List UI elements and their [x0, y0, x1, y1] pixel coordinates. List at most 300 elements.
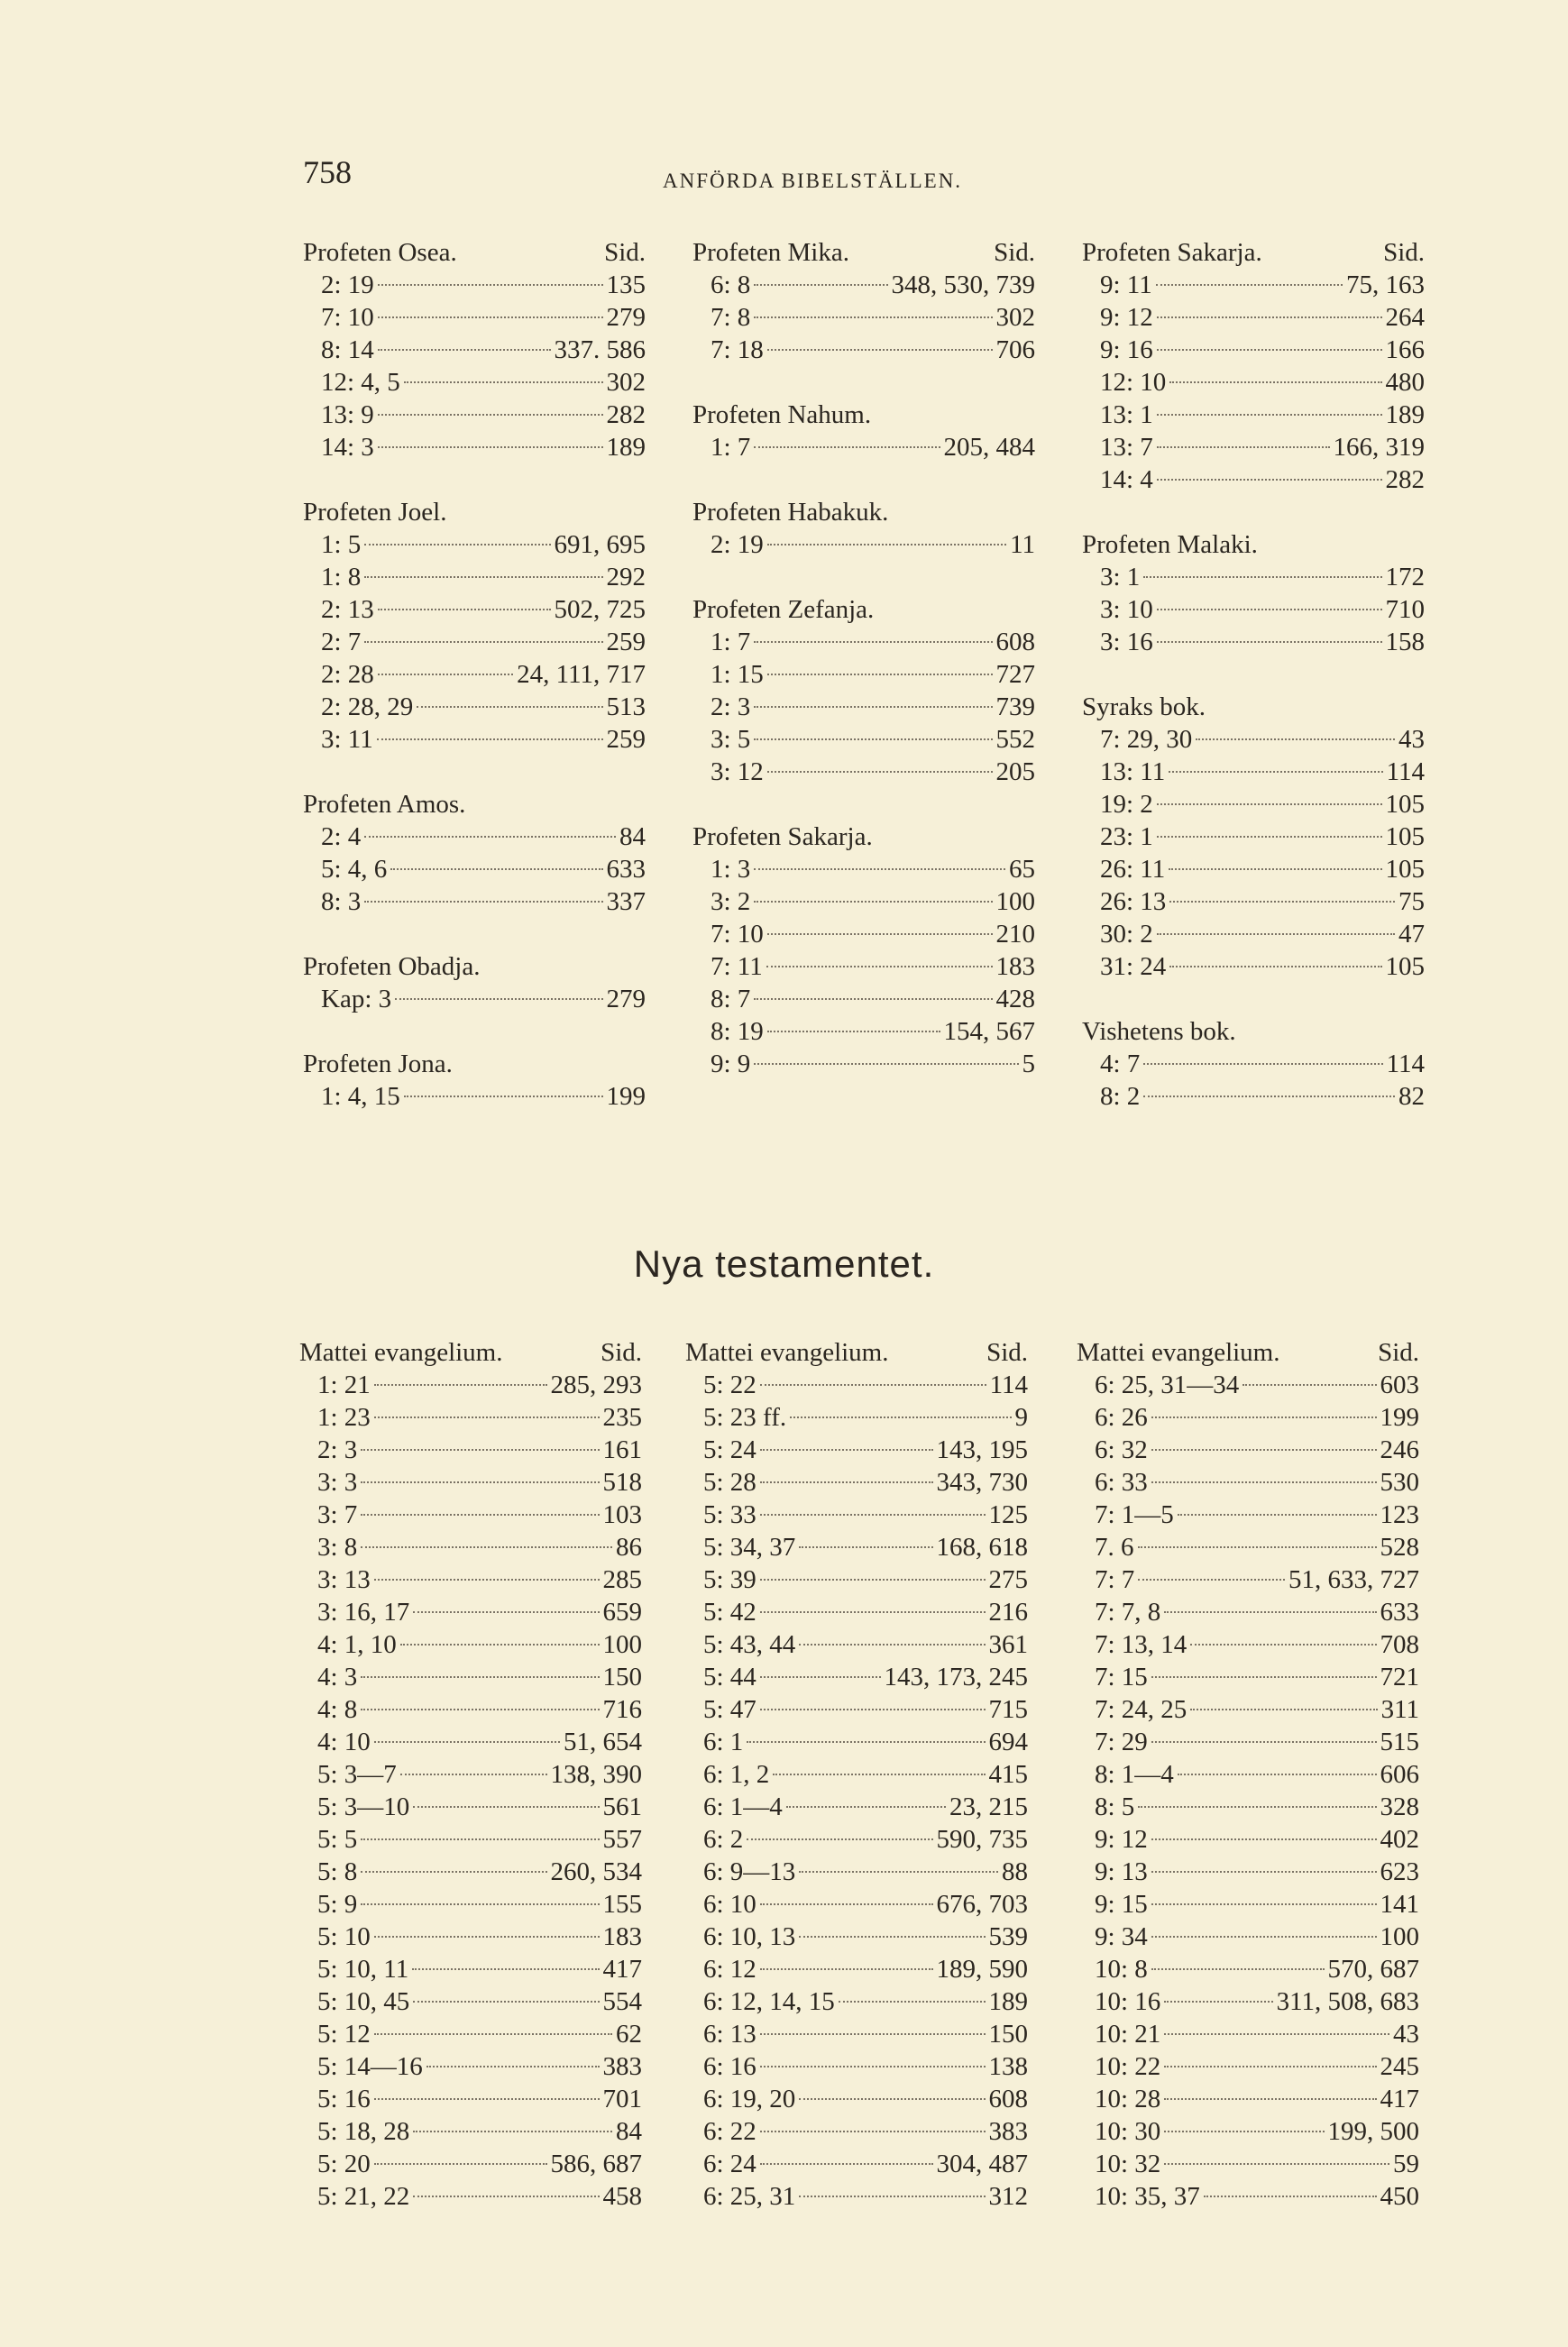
page-reference: 590, 735 — [936, 1825, 1028, 1854]
verse-reference: 6: 25, 31 — [703, 2182, 796, 2211]
section-title: Nya testamentet. — [633, 1242, 935, 1285]
dot-leader — [395, 998, 602, 1000]
verse-reference: 7: 10 — [321, 303, 374, 332]
dot-leader — [364, 576, 602, 578]
index-entry — [299, 1726, 642, 1758]
dot-leader — [1164, 2098, 1376, 2100]
dot-leader — [760, 1903, 933, 1905]
dot-leader — [1151, 1838, 1377, 1840]
book-header — [1082, 236, 1425, 269]
index-entry — [685, 1401, 1028, 1434]
page-reference: 123 — [1380, 1500, 1419, 1529]
page-reference: 216 — [988, 1598, 1028, 1627]
verse-reference: 3: 16 — [1100, 628, 1153, 656]
dot-leader — [760, 1968, 933, 1970]
verse-reference: 3: 10 — [1100, 595, 1153, 624]
index-entry — [1077, 1985, 1419, 2018]
page-reference: 554 — [602, 1987, 642, 2016]
verse-reference: 5: 4, 6 — [321, 855, 388, 884]
verse-reference: 5: 28 — [703, 1468, 756, 1497]
page-reference: 125 — [988, 1500, 1028, 1529]
book-header — [303, 1048, 646, 1080]
page-reference: 691, 695 — [554, 530, 646, 559]
dot-leader — [374, 1936, 600, 1938]
verse-reference: 1: 8 — [321, 563, 362, 591]
dot-leader — [374, 2033, 612, 2035]
book-block — [1082, 236, 1425, 496]
page-reference: 84 — [616, 2117, 642, 2146]
dot-leader — [767, 674, 993, 675]
page-reference: 502, 725 — [554, 595, 646, 624]
book-block — [303, 788, 646, 918]
dot-leader — [786, 1806, 946, 1808]
dot-leader — [378, 284, 603, 286]
verse-reference: 6: 12, 14, 15 — [703, 1987, 835, 2016]
dot-leader — [760, 1384, 986, 1386]
dot-leader — [413, 1611, 599, 1613]
dot-leader — [412, 1968, 599, 1970]
dot-leader — [404, 1096, 603, 1097]
page-reference: 154, 567 — [943, 1017, 1035, 1046]
book-header — [1082, 691, 1425, 723]
dot-leader — [378, 349, 551, 351]
verse-reference: 2: 28 — [321, 660, 374, 689]
page-reference: 47 — [1398, 920, 1425, 949]
index-entry — [1077, 2083, 1419, 2115]
page-reference: 259 — [606, 628, 646, 656]
dot-leader — [1157, 479, 1382, 481]
dot-leader — [799, 1644, 985, 1646]
dot-leader — [1169, 901, 1395, 903]
dot-leader — [390, 868, 602, 870]
verse-reference: 5: 8 — [317, 1857, 358, 1886]
page-reference: 138 — [988, 2052, 1028, 2081]
index-entry — [1082, 1048, 1425, 1080]
index-entry — [1077, 2018, 1419, 2050]
index-entry — [685, 1466, 1028, 1499]
page-reference: 701 — [602, 2085, 642, 2113]
index-column-bottom-3 — [1077, 1336, 1419, 2245]
index-entry — [1077, 2180, 1419, 2213]
book-header — [685, 1336, 1028, 1369]
page-column-label: Sid. — [986, 1338, 1028, 1367]
dot-leader — [364, 641, 602, 643]
book-block — [692, 236, 1035, 366]
page-reference: 150 — [988, 2020, 1028, 2049]
index-entry — [1077, 1628, 1419, 1661]
index-entry — [303, 723, 646, 756]
verse-reference: 4: 7 — [1100, 1050, 1141, 1078]
index-entry — [1077, 1531, 1419, 1563]
verse-reference: 10: 30 — [1095, 2117, 1161, 2146]
book-block — [692, 593, 1035, 788]
dot-leader — [760, 1676, 881, 1678]
book-title: Mattei evangelium. — [1077, 1338, 1280, 1367]
index-entry — [299, 1661, 642, 1693]
verse-reference: 4: 1, 10 — [317, 1630, 397, 1659]
book-title: Profeten Obadja. — [303, 952, 481, 981]
verse-reference: 7: 10 — [711, 920, 764, 949]
index-entry — [685, 1434, 1028, 1466]
book-block — [303, 950, 646, 1015]
dot-leader — [1242, 1384, 1376, 1386]
verse-reference: 8: 1—4 — [1095, 1760, 1174, 1789]
book-block — [1082, 1015, 1425, 1113]
dot-leader — [374, 1741, 560, 1743]
dot-leader — [374, 1579, 600, 1581]
index-entry — [1082, 626, 1425, 658]
verse-reference: 7. 6 — [1095, 1533, 1134, 1562]
verse-reference: 2: 4 — [321, 822, 362, 851]
page-reference: 552 — [995, 725, 1035, 754]
index-entry — [1077, 1434, 1419, 1466]
verse-reference: 8: 19 — [711, 1017, 764, 1046]
dot-leader — [760, 1514, 986, 1516]
index-entry — [299, 1758, 642, 1791]
index-entry — [303, 431, 646, 463]
verse-reference: 6: 24 — [703, 2150, 756, 2178]
page-reference: 530 — [1380, 1468, 1419, 1497]
page-reference: 199 — [1380, 1403, 1419, 1432]
page-reference: 143, 195 — [936, 1435, 1028, 1464]
page-reference: 513 — [606, 692, 646, 721]
dot-leader — [760, 2066, 986, 2067]
verse-reference: 5: 44 — [703, 1663, 756, 1691]
dot-leader — [361, 1514, 599, 1516]
index-entry — [303, 301, 646, 334]
verse-reference: 9: 16 — [1100, 335, 1153, 364]
page-reference: 51, 654 — [564, 1728, 642, 1756]
verse-reference: 7: 29 — [1095, 1728, 1148, 1756]
index-entry — [1082, 885, 1425, 918]
index-column-bottom-1 — [299, 1336, 642, 2245]
verse-reference: 5: 14—16 — [317, 2052, 423, 2081]
index-entry — [685, 2148, 1028, 2180]
index-entry — [299, 1953, 642, 1985]
page-reference: 100 — [1380, 1922, 1419, 1951]
verse-reference: 5: 21, 22 — [317, 2182, 410, 2211]
dot-leader — [760, 1481, 933, 1483]
book-title: Profeten Joel. — [303, 498, 447, 527]
book-block — [685, 1336, 1028, 2213]
dot-leader — [1164, 1611, 1376, 1613]
page-reference: 279 — [606, 303, 646, 332]
dot-leader — [1178, 1514, 1377, 1516]
page-reference: 586, 687 — [550, 2150, 642, 2178]
index-entry — [685, 2180, 1028, 2213]
page-reference: 100 — [995, 887, 1035, 916]
verse-reference: 12: 4, 5 — [321, 368, 400, 397]
verse-reference: 7: 18 — [711, 335, 764, 364]
index-entry — [692, 658, 1035, 691]
index-entry — [1077, 2115, 1419, 2148]
index-entry — [1082, 399, 1425, 431]
verse-reference: 6: 1 — [703, 1728, 744, 1756]
verse-reference: 5: 9 — [317, 1890, 358, 1919]
verse-reference: 6: 16 — [703, 2052, 756, 2081]
book-header — [1082, 528, 1425, 561]
book-block — [692, 496, 1035, 561]
verse-reference: 1: 7 — [711, 628, 751, 656]
verse-reference: Kap: 3 — [321, 985, 392, 1013]
dot-leader — [1157, 641, 1382, 643]
index-entry — [303, 366, 646, 399]
page-reference: 65 — [1009, 855, 1035, 884]
verse-reference: 3: 3 — [317, 1468, 358, 1497]
page-reference: 100 — [602, 1630, 642, 1659]
page-reference: 105 — [1385, 822, 1425, 851]
verse-reference: 13: 9 — [321, 400, 374, 429]
dot-leader — [361, 1546, 612, 1548]
index-entry — [692, 918, 1035, 950]
index-entry — [1082, 853, 1425, 885]
index-entry — [692, 691, 1035, 723]
index-entry — [1082, 821, 1425, 853]
verse-reference: 3: 16, 17 — [317, 1598, 410, 1627]
dot-leader — [400, 1644, 600, 1646]
verse-reference: 10: 22 — [1095, 2052, 1161, 2081]
book-block — [1077, 1336, 1419, 2213]
dot-leader — [361, 1871, 546, 1873]
dot-leader — [1151, 1481, 1377, 1483]
page-reference: 633 — [1380, 1598, 1419, 1627]
verse-reference: 6: 10, 13 — [703, 1922, 796, 1951]
page-reference: 608 — [988, 2085, 1028, 2113]
verse-reference: 14: 3 — [321, 433, 374, 462]
verse-reference: 5: 22 — [703, 1371, 756, 1399]
index-entry — [299, 2115, 642, 2148]
verse-reference: 1: 5 — [321, 530, 362, 559]
dot-leader — [760, 1579, 986, 1581]
verse-reference: 1: 4, 15 — [321, 1082, 400, 1111]
verse-reference: 9: 9 — [711, 1050, 751, 1078]
index-entry — [692, 334, 1035, 366]
index-entry — [299, 1921, 642, 1953]
index-entry — [1082, 723, 1425, 756]
page-reference: 710 — [1385, 595, 1425, 624]
dot-leader — [1169, 381, 1381, 383]
page-reference: 716 — [602, 1695, 642, 1724]
dot-leader — [361, 1709, 599, 1710]
verse-reference: 5: 12 — [317, 2020, 371, 2049]
dot-leader — [1157, 349, 1382, 351]
dot-leader — [1164, 2001, 1272, 2003]
dot-leader — [754, 316, 992, 318]
book-block — [692, 821, 1035, 1080]
book-title: Mattei evangelium. — [685, 1338, 889, 1367]
dot-leader — [1143, 1096, 1395, 1097]
index-entry — [1082, 301, 1425, 334]
index-entry — [299, 1985, 642, 2018]
index-entry — [1082, 1080, 1425, 1113]
book-block — [299, 1336, 642, 2213]
page-column-label: Sid. — [1378, 1338, 1419, 1367]
running-title: ANFÖRDA BIBELSTÄLLEN. — [663, 170, 963, 192]
book-header — [303, 950, 646, 983]
page-reference: 86 — [616, 1533, 642, 1562]
page-reference: 539 — [988, 1922, 1028, 1951]
index-entry — [1077, 1726, 1419, 1758]
verse-reference: 5: 39 — [703, 1565, 756, 1594]
dot-leader — [799, 2196, 985, 2197]
dot-leader — [1164, 2066, 1376, 2067]
dot-leader — [767, 933, 993, 935]
page-reference: 235 — [602, 1403, 642, 1432]
page-reference: 302 — [606, 368, 646, 397]
book-block — [1082, 528, 1425, 658]
verse-reference: 6: 10 — [703, 1890, 756, 1919]
page-reference: 282 — [1385, 465, 1425, 494]
verse-reference: 10: 21 — [1095, 2020, 1161, 2049]
dot-leader — [1204, 2196, 1377, 2197]
verse-reference: 5: 42 — [703, 1598, 756, 1627]
page-reference: 166, 319 — [1333, 433, 1425, 462]
page-reference: 135 — [606, 270, 646, 299]
verse-reference: 2: 3 — [711, 692, 751, 721]
dot-leader — [374, 1416, 600, 1418]
verse-reference: 6: 1—4 — [703, 1792, 783, 1821]
page-reference: 246 — [1380, 1435, 1419, 1464]
page-reference: 694 — [988, 1728, 1028, 1756]
page-reference: 259 — [606, 725, 646, 754]
dot-leader — [790, 1416, 1011, 1418]
dot-leader — [1143, 576, 1381, 578]
verse-reference: 3: 13 — [317, 1565, 371, 1594]
page-reference: 105 — [1385, 855, 1425, 884]
book-title: Profeten Malaki. — [1082, 530, 1258, 559]
page-column-label: Sid. — [604, 238, 646, 267]
page-reference: 260, 534 — [550, 1857, 642, 1886]
verse-reference: 4: 8 — [317, 1695, 358, 1724]
verse-reference: 1: 15 — [711, 660, 764, 689]
dot-leader — [364, 836, 616, 838]
verse-reference: 1: 23 — [317, 1403, 371, 1432]
verse-reference: 1: 3 — [711, 855, 751, 884]
dot-leader — [1157, 609, 1382, 610]
index-entry — [1077, 1856, 1419, 1888]
dot-leader — [767, 1031, 940, 1032]
verse-reference: 10: 8 — [1095, 1955, 1148, 1984]
verse-reference: 6: 25, 31—34 — [1095, 1371, 1240, 1399]
dot-leader — [378, 609, 551, 610]
index-entry — [692, 431, 1035, 463]
verse-reference: 5: 18, 28 — [317, 2117, 410, 2146]
dot-leader — [1178, 1774, 1377, 1775]
index-entry — [692, 723, 1035, 756]
page-reference: 415 — [988, 1760, 1028, 1789]
verse-reference: 19: 2 — [1100, 790, 1153, 819]
verse-reference: 8: 2 — [1100, 1082, 1141, 1111]
verse-reference: 4: 3 — [317, 1663, 358, 1691]
verse-reference: 5: 20 — [317, 2150, 371, 2178]
page-reference: 715 — [988, 1695, 1028, 1724]
dot-leader — [1138, 1579, 1285, 1581]
index-entry — [1082, 334, 1425, 366]
page-reference: 205 — [995, 757, 1035, 786]
index-entry — [1082, 561, 1425, 593]
page-reference: 161 — [602, 1435, 642, 1464]
page-column-label: Sid. — [601, 1338, 642, 1367]
verse-reference: 3: 5 — [711, 725, 751, 754]
dot-leader — [747, 1741, 985, 1743]
page-reference: 183 — [602, 1922, 642, 1951]
dot-leader — [754, 868, 1005, 870]
dot-leader — [413, 2001, 599, 2003]
index-entry — [1077, 1596, 1419, 1628]
index-entry — [692, 301, 1035, 334]
index-entry — [299, 1596, 642, 1628]
page-reference: 245 — [1380, 2052, 1419, 2081]
verse-reference: 3: 7 — [317, 1500, 358, 1529]
index-entry — [1082, 463, 1425, 496]
verse-reference: 1: 7 — [711, 433, 751, 462]
verse-reference: 9: 34 — [1095, 1922, 1148, 1951]
page-reference: 348, 530, 739 — [891, 270, 1035, 299]
book-title: Profeten Habakuk. — [692, 498, 889, 527]
dot-leader — [1169, 966, 1381, 967]
verse-reference: 3: 2 — [711, 887, 751, 916]
book-block — [303, 236, 646, 463]
verse-reference: 6: 9—13 — [703, 1857, 796, 1886]
dot-leader — [1169, 868, 1381, 870]
page-reference: 150 — [602, 1663, 642, 1691]
page-reference: 739 — [995, 692, 1035, 721]
book-block — [692, 399, 1035, 463]
dot-leader — [1151, 1936, 1377, 1938]
index-entry — [692, 528, 1035, 561]
verse-reference: 7: 11 — [711, 952, 763, 981]
index-entry — [685, 1726, 1028, 1758]
index-entry — [1077, 1661, 1419, 1693]
dot-leader — [760, 2131, 986, 2132]
page-reference: 633 — [606, 855, 646, 884]
index-entry — [303, 983, 646, 1015]
index-entry — [1077, 1758, 1419, 1791]
page-reference: 143, 173, 245 — [884, 1663, 1028, 1691]
page-reference: 343, 730 — [936, 1468, 1028, 1497]
page-reference: 264 — [1385, 303, 1425, 332]
page-reference: 603 — [1380, 1371, 1419, 1399]
dot-leader — [760, 1709, 986, 1710]
verse-reference: 3: 12 — [711, 757, 764, 786]
verse-reference: 5: 5 — [317, 1825, 358, 1854]
verse-reference: 5: 3—7 — [317, 1760, 397, 1789]
page-reference: 570, 687 — [1327, 1955, 1419, 1984]
page-reference: 24, 111, 717 — [517, 660, 646, 689]
index-entry — [303, 885, 646, 918]
dot-leader — [377, 738, 603, 740]
verse-reference: 31: 24 — [1100, 952, 1167, 981]
index-entry — [685, 1499, 1028, 1531]
index-column-top-3 — [1082, 236, 1425, 1145]
verse-reference: 5: 10, 11 — [317, 1955, 409, 1984]
index-entry — [303, 269, 646, 301]
dot-leader — [378, 316, 603, 318]
page-reference: 383 — [988, 2117, 1028, 2146]
page-reference: 189, 590 — [936, 1955, 1028, 1984]
verse-reference: 9: 11 — [1100, 270, 1152, 299]
dot-leader — [413, 2131, 612, 2132]
index-entry — [685, 2115, 1028, 2148]
page-reference: 311 — [1380, 1695, 1419, 1724]
verse-reference: 2: 28, 29 — [321, 692, 414, 721]
book-title: Profeten Sakarja. — [1082, 238, 1262, 267]
dot-leader — [413, 2196, 599, 2197]
page-reference: 105 — [1385, 790, 1425, 819]
verse-reference: 6: 8 — [711, 270, 751, 299]
verse-reference: 7: 8 — [711, 303, 751, 332]
dot-leader — [1138, 1806, 1376, 1808]
